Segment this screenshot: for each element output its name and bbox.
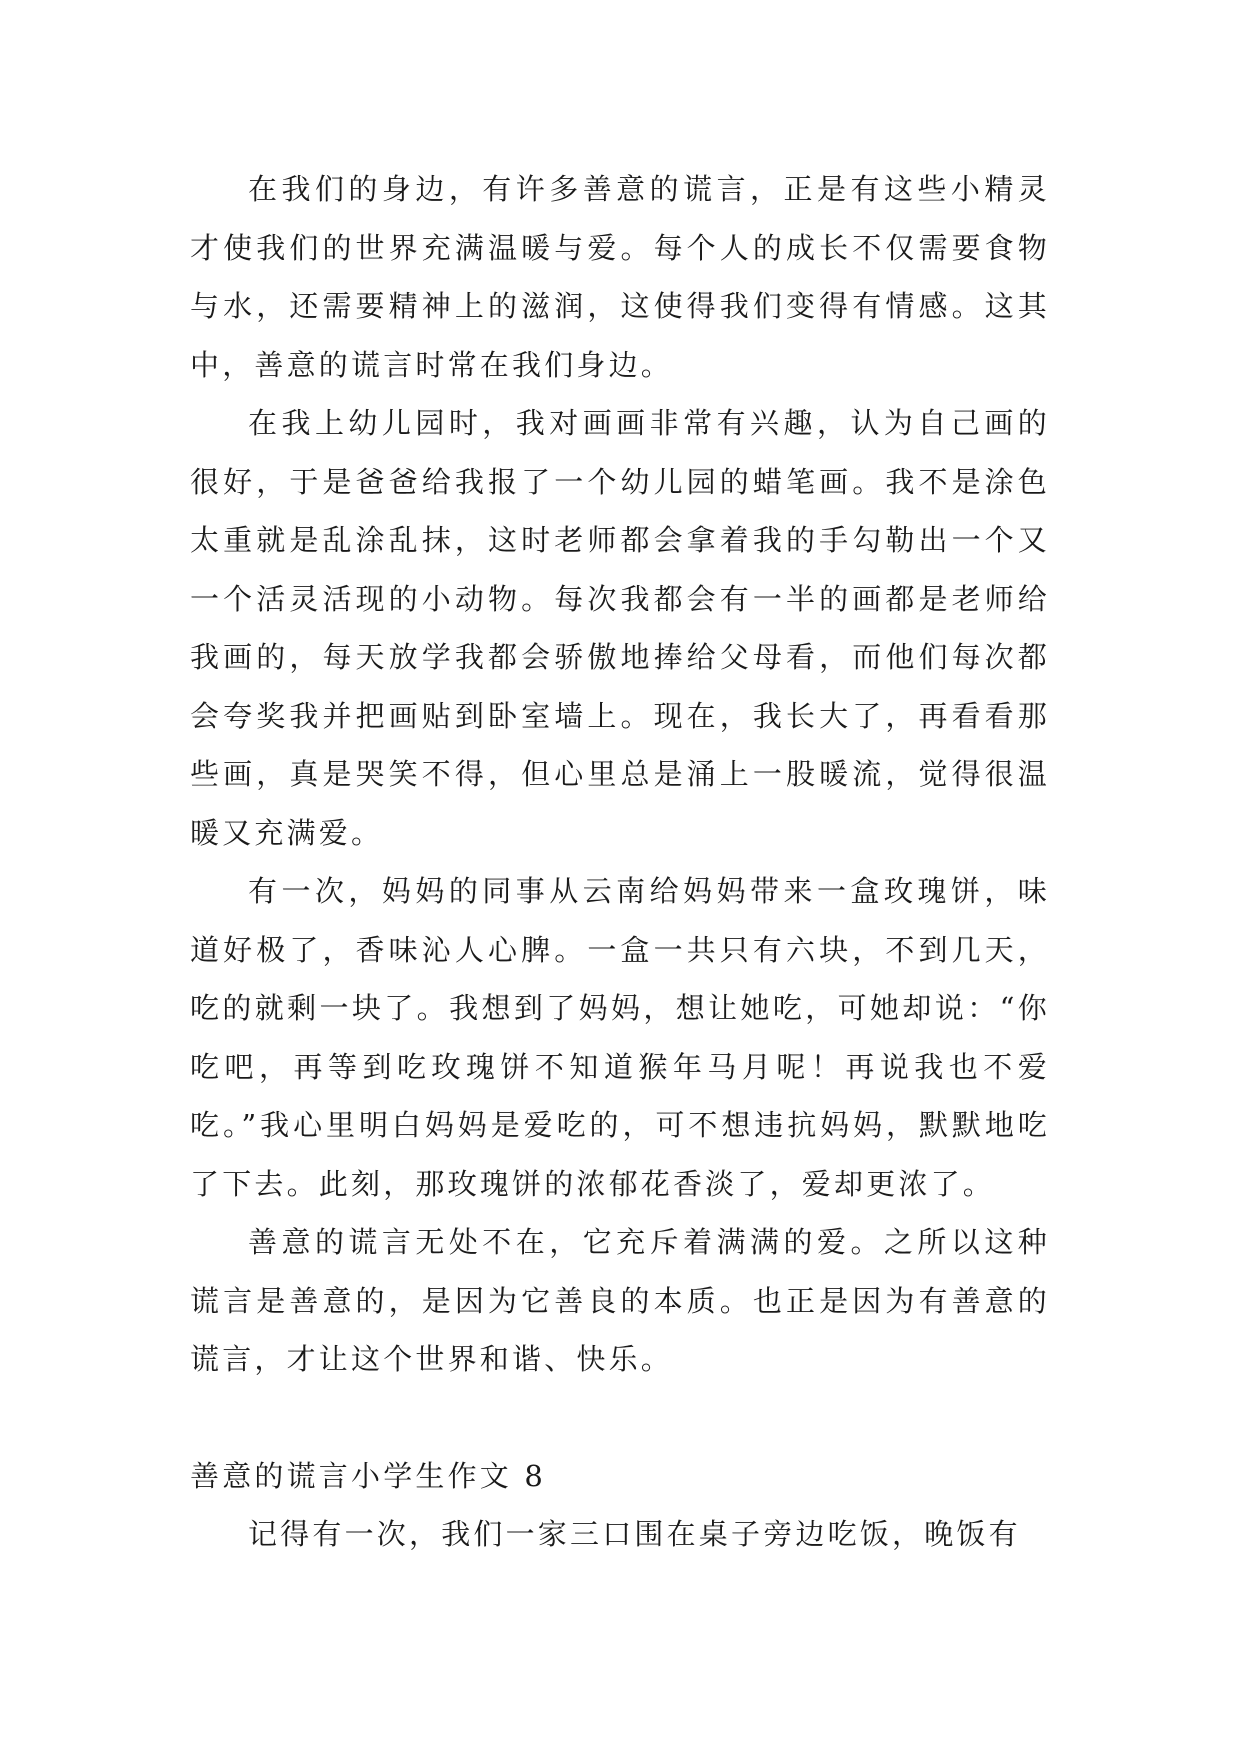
paragraph-1: 在我们的身边，有许多善意的谎言，正是有这些小精灵才使我们的世界充满温暖与爱。每个人的成长不仅需要食物与水，还需要精神上的滋润，这使得我们变得有情感。这其中，善意的谎言时常在我们身边。 — [190, 172, 1050, 382]
section-paragraph: 记得有一次，我们一家三口围在桌子旁边吃饭，晚饭有 — [248, 1517, 1021, 1551]
document-body — [190, 160, 1050, 1564]
paragraph-2: 在我上幼儿园时，我对画画非常有兴趣，认为自己画的很好，于是爸爸给我报了一个幼儿园的蜡笔画。我不是涂色太重就是乱涂乱抹，这时老师都会拿着我的手勾勒出一个又一个活灵活现的小动物。每次我都会有一半的画都是老师给我画的，每天放学我都会骄傲地捧给父母看，而他们每次都会夸奖我并把画贴到卧室墙上。现在，我长大了，再看看那些画，真是哭笑不得，但心里总是涌上一股暖流，觉得很温暖又充满爱。 — [190, 406, 1050, 850]
section-heading: 善意的谎言小学生作文 8 — [190, 1458, 547, 1493]
paragraph-4: 善意的谎言无处不在，它充斥着满满的爱。之所以这种谎言是善意的，是因为它善良的本质。也正是因为有善意的谎言，才让这个世界和谐、快乐。 — [190, 1225, 1050, 1376]
paragraph-3: 有一次，妈妈的同事从云南给妈妈带来一盒玫瑰饼，味道好极了，香味沁人心脾。一盒一共只有六块，不到几天，吃的就剩一块了。我想到了妈妈，想让她吃，可她却说：“你吃吧，再等到吃玫瑰饼不知道猴年马月呢！再说我也不爱吃。”我心里明白妈妈是爱吃的，可不想违抗妈妈，默默地吃了下去。此刻，那玫瑰饼的浓郁花香淡了，爱却更浓了。 — [190, 874, 1050, 1201]
